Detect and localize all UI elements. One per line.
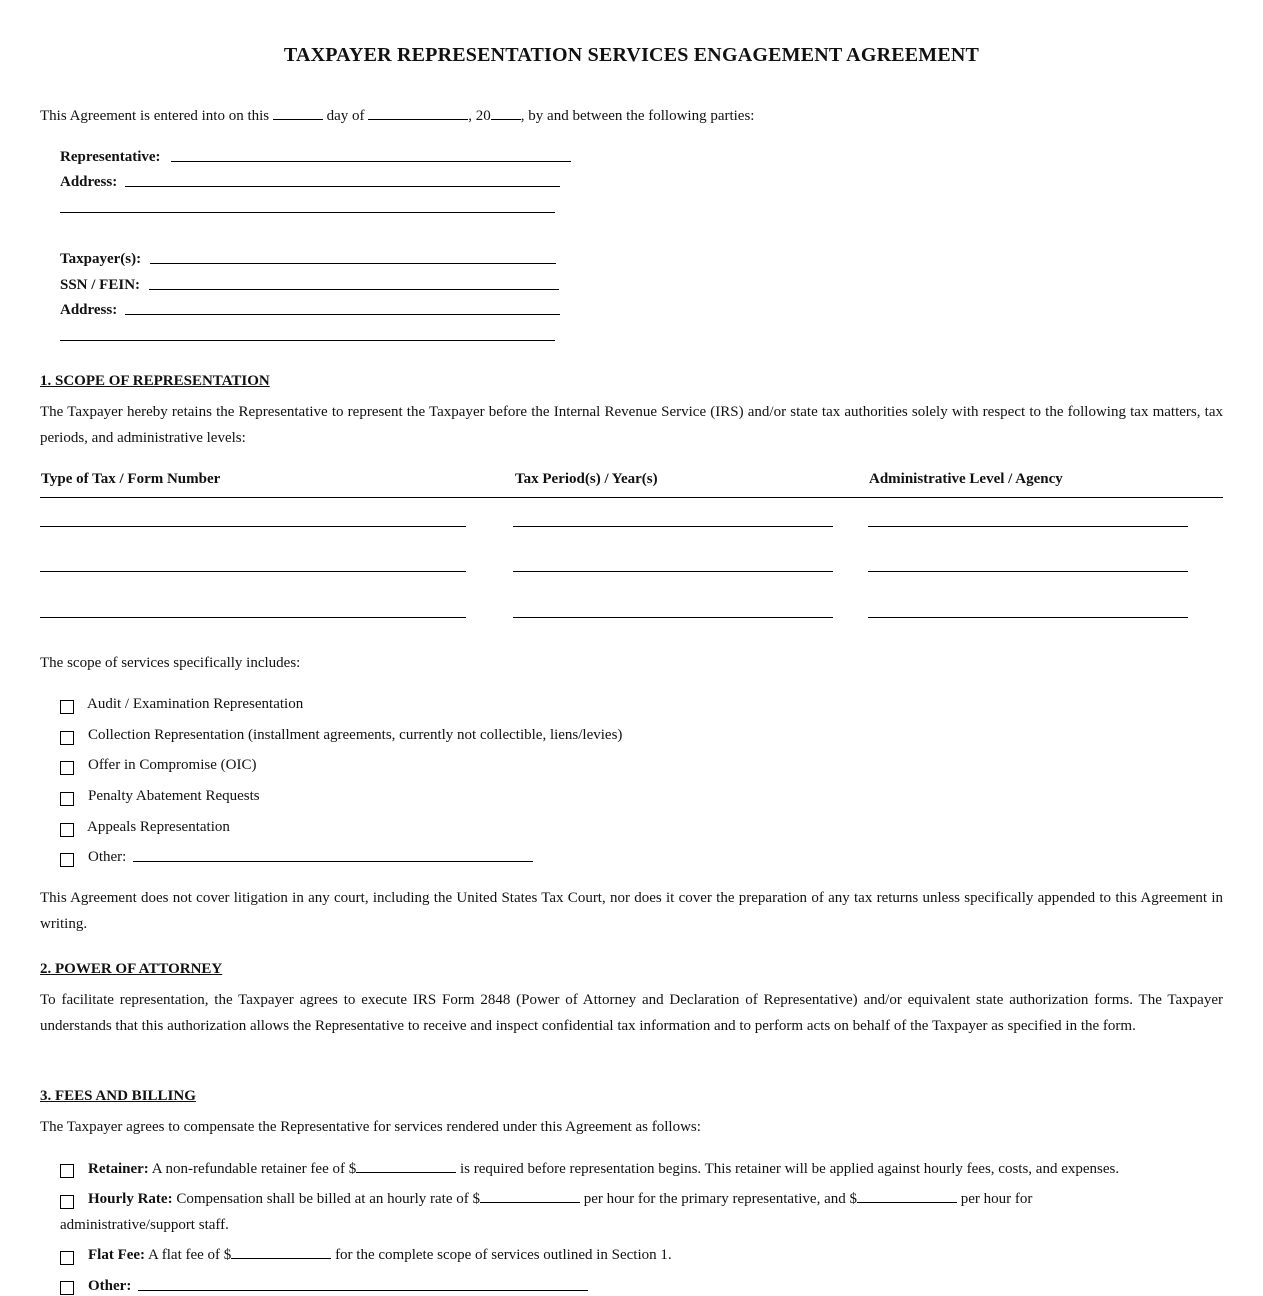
other-fee-checkbox[interactable] bbox=[60, 1281, 74, 1295]
document-title: TAXPAYER REPRESENTATION SERVICES ENGAGEMENT AGREEMENT bbox=[283, 44, 980, 66]
tax-type-field-3[interactable] bbox=[40, 617, 466, 618]
oic-option-label: Offer in Compromise (OIC) bbox=[88, 757, 257, 773]
ssn-field[interactable] bbox=[149, 289, 559, 290]
tax-period-field-2[interactable] bbox=[513, 571, 833, 572]
retainer-amount-field[interactable] bbox=[356, 1171, 456, 1173]
hourly-rate-staff-field[interactable] bbox=[857, 1201, 957, 1203]
hourly-rate-primary-field[interactable] bbox=[480, 1201, 580, 1203]
tax-period-field-3[interactable] bbox=[513, 617, 833, 618]
flat-fee-checkbox[interactable] bbox=[60, 1251, 74, 1265]
tax-type-field-1[interactable] bbox=[40, 526, 466, 527]
flat-fee-text-a: A flat fee of $ bbox=[148, 1247, 232, 1263]
hourly-rate-checkbox[interactable] bbox=[60, 1195, 74, 1209]
agency-field-3[interactable] bbox=[868, 617, 1188, 618]
retainer-line bbox=[88, 1161, 1119, 1178]
section-3-text: The Taxpayer agrees to compensate the Representative for services rendered under this Agreement as follows: bbox=[40, 1119, 701, 1135]
audit-option-label: Audit / Examination Representation bbox=[87, 696, 304, 712]
column-header-tax-period: Tax Period(s) / Year(s) bbox=[515, 471, 658, 487]
penalty-abatement-option-label: Penalty Abatement Requests bbox=[88, 788, 260, 804]
collection-option-label: Collection Representation (installment agreements, currently not collectible, liens/levies) bbox=[88, 727, 623, 743]
column-header-agency: Administrative Level / Agency bbox=[869, 471, 1063, 487]
appeals-option-label: Appeals Representation bbox=[87, 819, 230, 835]
flat-fee-label: Flat Fee: bbox=[88, 1247, 146, 1263]
oic-checkbox[interactable] bbox=[60, 761, 74, 775]
table-header-rule bbox=[40, 497, 1223, 498]
intro-text-2: day of bbox=[326, 108, 365, 124]
representative-field[interactable] bbox=[171, 161, 571, 162]
section-1-heading: 1. SCOPE OF REPRESENTATION bbox=[40, 373, 270, 389]
scope-intro: The scope of services specifically includes: bbox=[40, 655, 301, 671]
month-field[interactable] bbox=[368, 118, 468, 120]
exclusion-text: This Agreement does not cover litigation in any court, including the United States Tax Court, nor does it cover the preparation of any tax returns unless specifically appended to this Agreement in writing. bbox=[40, 890, 1223, 932]
intro-text-1: This Agreement is entered into on this bbox=[40, 108, 270, 124]
hourly-text-b: per hour for the primary representative, and $ bbox=[583, 1191, 857, 1207]
year-field[interactable] bbox=[491, 118, 521, 120]
appeals-checkbox[interactable] bbox=[60, 823, 74, 837]
column-header-tax-type: Type of Tax / Form Number bbox=[41, 471, 221, 487]
address-line-2-field[interactable] bbox=[60, 212, 555, 213]
ssn-label: SSN / FEIN: bbox=[60, 277, 141, 293]
agency-field-1[interactable] bbox=[868, 526, 1188, 527]
agency-field-2[interactable] bbox=[868, 571, 1188, 572]
intro-line bbox=[40, 108, 754, 125]
tax-type-field-2[interactable] bbox=[40, 571, 466, 572]
collection-checkbox[interactable] bbox=[60, 731, 74, 745]
hourly-rate-line bbox=[88, 1191, 1032, 1208]
hourly-text-d: administrative/support staff. bbox=[60, 1217, 229, 1233]
taxpayer-address-label: Address: bbox=[60, 302, 118, 318]
flat-fee-amount-field[interactable] bbox=[231, 1257, 331, 1259]
hourly-text-c: per hour for bbox=[960, 1191, 1033, 1207]
other-fee-field[interactable] bbox=[138, 1290, 588, 1291]
penalty-abatement-checkbox[interactable] bbox=[60, 792, 74, 806]
hourly-text-a: Compensation shall be billed at an hourly rate of $ bbox=[176, 1191, 481, 1207]
intro-text-3: , 20 bbox=[468, 108, 491, 124]
address-field[interactable] bbox=[125, 186, 560, 187]
hourly-rate-label: Hourly Rate: bbox=[88, 1191, 173, 1207]
other-fee-label: Other: bbox=[88, 1278, 132, 1294]
section-3-heading: 3. FEES AND BILLING bbox=[40, 1088, 196, 1104]
address-label: Address: bbox=[60, 174, 118, 190]
tax-period-field-1[interactable] bbox=[513, 526, 833, 527]
flat-fee-text-b: for the complete scope of services outlined in Section 1. bbox=[335, 1247, 672, 1263]
retainer-text-a: A non-refundable retainer fee of $ bbox=[151, 1161, 357, 1177]
section-2-heading: 2. POWER OF ATTORNEY bbox=[40, 961, 223, 977]
intro-text-4: , by and between the following parties: bbox=[520, 108, 755, 124]
taxpayer-address-line-2-field[interactable] bbox=[60, 340, 555, 341]
taxpayer-field[interactable] bbox=[150, 263, 556, 264]
retainer-label: Retainer: bbox=[88, 1161, 149, 1177]
retainer-checkbox[interactable] bbox=[60, 1164, 74, 1178]
other-scope-field[interactable] bbox=[133, 861, 533, 862]
section-1-text: The Taxpayer hereby retains the Representative to represent the Taxpayer before the Internal Revenue Service (IRS) and/or state tax authorities solely with respect to the following tax matters, tax periods, and administrative levels: bbox=[40, 404, 1223, 446]
other-scope-label: Other: bbox=[88, 849, 127, 865]
retainer-text-b: is required before representation begins. This retainer will be applied against hourly fees, costs, and expenses. bbox=[460, 1161, 1120, 1177]
section-2-text: To facilitate representation, the Taxpayer agrees to execute IRS Form 2848 (Power of Attorney and Declaration of Representative) and/or equivalent state authorization forms. The Taxpayer understands that this authorization allows the Representative to receive and inspect confidential tax information and to perform acts on behalf of the Taxpayer as specified in the form. bbox=[40, 992, 1223, 1034]
flat-fee-line bbox=[88, 1247, 672, 1264]
taxpayer-address-field[interactable] bbox=[125, 314, 560, 315]
taxpayer-label: Taxpayer(s): bbox=[60, 251, 142, 267]
day-field[interactable] bbox=[273, 118, 323, 120]
audit-checkbox[interactable] bbox=[60, 700, 74, 714]
representative-label: Representative: bbox=[60, 149, 161, 165]
other-scope-checkbox[interactable] bbox=[60, 853, 74, 867]
